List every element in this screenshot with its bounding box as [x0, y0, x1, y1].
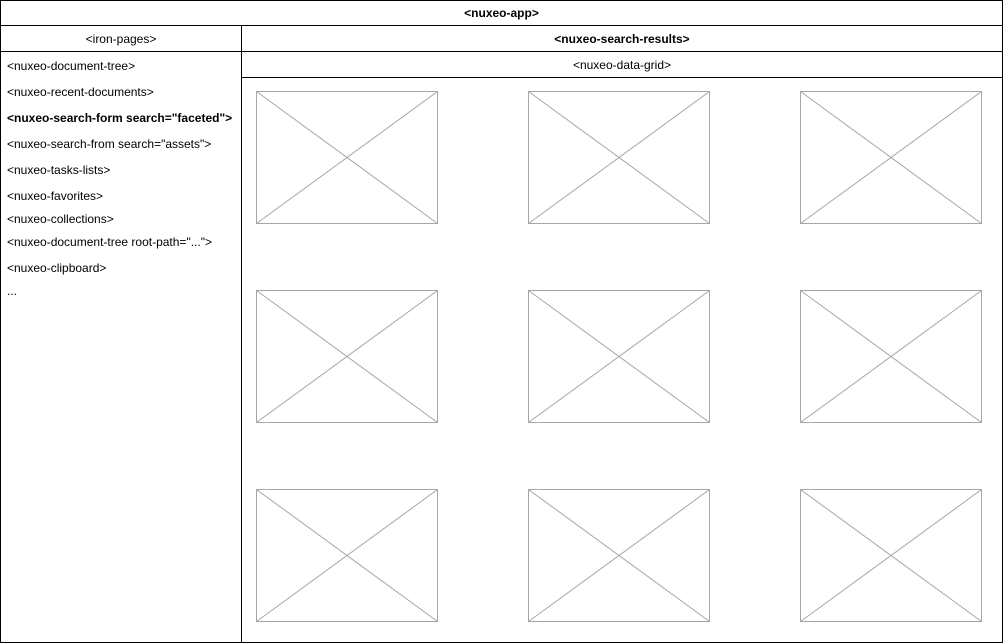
grid-item-image-placeholder[interactable] — [800, 91, 982, 224]
sidebar-item-favorites[interactable]: <nuxeo-favorites> — [7, 189, 104, 203]
app-title: <nuxeo-app> — [1, 1, 1002, 26]
iron-pages-panel — [1, 26, 242, 642]
image-placeholder-icon — [256, 91, 438, 224]
sidebar-item-document-tree-root-path[interactable]: <nuxeo-document-tree root-path="..."> — [7, 235, 212, 249]
sidebar-item-ellipsis: ... — [7, 284, 18, 298]
sidebar-item-search-form-faceted[interactable]: <nuxeo-search-form search="faceted"> — [7, 111, 233, 125]
sidebar-item-recent-documents[interactable]: <nuxeo-recent-documents> — [7, 85, 154, 99]
grid-item-image-placeholder[interactable] — [800, 290, 982, 423]
grid-item-image-placeholder[interactable] — [528, 91, 710, 224]
grid-item-image-placeholder[interactable] — [800, 489, 982, 622]
image-placeholder-icon — [256, 290, 438, 423]
image-placeholder-icon — [528, 489, 710, 622]
sidebar-item-document-tree[interactable]: <nuxeo-document-tree> — [7, 59, 136, 73]
sidebar-item-collections[interactable]: <nuxeo-collections> — [7, 212, 114, 226]
search-results-panel — [242, 26, 1002, 642]
sidebar-item-search-form-assets[interactable]: <nuxeo-search-from search="assets"> — [7, 137, 212, 151]
sidebar-item-tasks-lists[interactable]: <nuxeo-tasks-lists> — [7, 163, 111, 177]
image-placeholder-icon — [528, 290, 710, 423]
image-placeholder-icon — [800, 489, 982, 622]
grid-item-image-placeholder[interactable] — [256, 290, 438, 423]
image-placeholder-icon — [256, 489, 438, 622]
data-grid-title: <nuxeo-data-grid> — [242, 52, 1002, 78]
search-results-title: <nuxeo-search-results> — [242, 26, 1002, 52]
grid-item-image-placeholder[interactable] — [528, 290, 710, 423]
grid-item-image-placeholder[interactable] — [256, 489, 438, 622]
iron-pages-title: <iron-pages> — [1, 26, 241, 52]
image-placeholder-icon — [800, 91, 982, 224]
image-placeholder-icon — [800, 290, 982, 423]
image-placeholder-icon — [528, 91, 710, 224]
grid-item-image-placeholder[interactable] — [528, 489, 710, 622]
sidebar-item-clipboard[interactable]: <nuxeo-clipboard> — [7, 261, 107, 275]
grid-item-image-placeholder[interactable] — [256, 91, 438, 224]
